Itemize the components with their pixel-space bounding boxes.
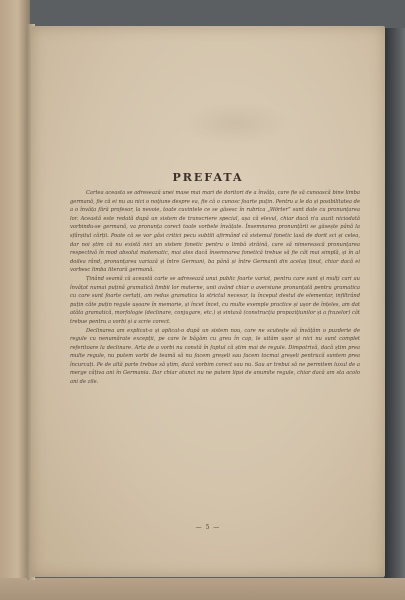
backdrop-bottom — [0, 578, 405, 600]
paragraph: Ținând seamă că această carte se adresează unui public foarte variat, pentru care sunt și mulți cari au învățat numai puțină gramatică limbii lor materne, unii având chiar o aversiune pronunțată pentru gramatica cu care sunt foarte certați, am redus gramatica la strictul necesar, la început destul de elementar, infiltrând puțin câte puțin regule ușoare în memorie, și încet încet, cu multe exemple practice și ușor de înțeles, am dat atâta gramatică, morfologie (declinare, conjugare, etc.) și sintaxă (construcția propozițiunilor și a frazelor) cât trebue pentru a vorbi și a scrie corect. — [70, 275, 360, 325]
next-page-edge — [384, 28, 405, 578]
paragraph: Cartea aceasta se adresează unei mase mai mari de doritori de a învăța, care fie să cunoască bine limba germană, fie că ei nu au nici o noțiune despre ea, fie că o cunosc foarte puțin. Pentru a le da și posibilitatea de a o învăța fără profesor, la nevoie, toate cuvintele ce se găsesc în rubrica „Wörter” sunt date cu pronunțarea lor. Această este redată după un sistem de transcriere special, așa că elevul, chiar dacă n'a auzit niciodată vorbindu-se germană, va pronunța corect toate vorbele învățate. Însemnarea pronunțării se găsește până la sfârșitul cărții. Poate că se vor găsi critici pecu subtili afirmând că sistemul fonetic lasă de dorit sci și celea, dar noi știm că nu există nici un sistem fonetic pentru o limbă străină, care să nimerească pronunțarea respectivă în mod absolut matematic, mai ales dacă însemnarea fonetică trebue să fie cât mai simplă, și în al doilea rând, pronunțarea variază și între Germani, ba până și între Germanii din acelaș ținut, chiar dacă ei vorbesc limba literară germană. — [70, 190, 360, 274]
paragraph: Declinarea am explicat-o și aplicat-o după un sistem nou, care ne scutește să învățăm o puzderie de regule cu nenumărate excepții, pe care le băgăm cu greu în cap, le uităm ușor și nici nu sunt complet referitoare la declinare. Arta de a vorbi nu constă în faptul că știm mai de regule. Dimpotrivă, dacă știm prea multe regule, nu putem vorbi de teamă să nu facem greșeli sau facem tocmai greșeli pentrucă suntem prea încurcați. Pe de altă parte trebue să știm, dacă vorbim corect sau nu. Sau ar trebui să ne permitem luxul de a merge câțiva ani în Germania. Dar chiar atunci nu ne putem lipsi de anumite regule, chiar dacă am sta acolo ani de zile. — [70, 327, 360, 386]
backdrop — [0, 0, 30, 600]
page-title: PREFATA — [172, 171, 244, 184]
body-text — [70, 189, 360, 387]
page-stain — [181, 101, 291, 146]
page-number: — 5 — — [195, 524, 221, 531]
